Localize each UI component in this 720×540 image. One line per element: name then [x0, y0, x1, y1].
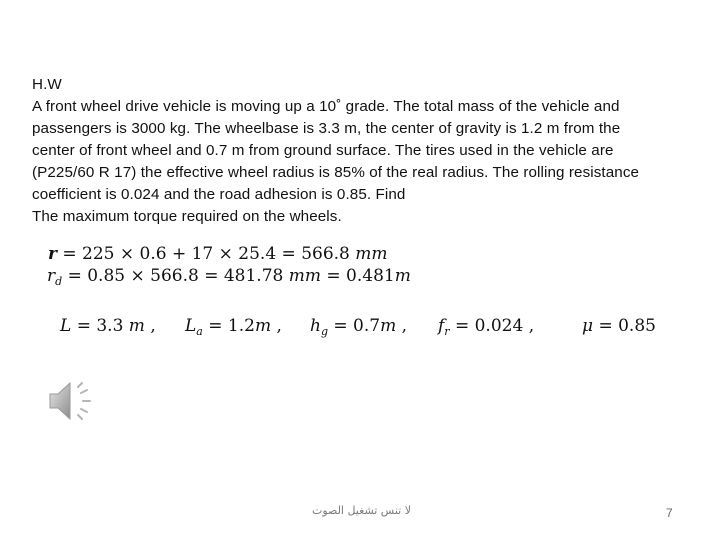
problem-line: passengers is 3000 kg. The wheelbase is 3.3 m, the center of gravity is 1.2 m from the [32, 120, 621, 137]
param-subscript: r [444, 325, 450, 338]
problem-statement [32, 74, 702, 228]
param-unit: m [254, 316, 272, 336]
param-cg-height [310, 316, 407, 338]
hw-heading: H.W [32, 76, 62, 93]
effective-radius-subscript: d [55, 275, 63, 288]
effective-radius-converted: = 0.481 [321, 266, 395, 286]
param-value: = 0.024 [449, 316, 524, 336]
param-value: = 0.7 [328, 316, 381, 336]
param-subscript: g [320, 325, 328, 338]
param-rolling-resistance [438, 316, 534, 338]
param-symbol: μ [582, 316, 594, 336]
radius-unit: mm [355, 244, 388, 264]
param-separator: , [523, 316, 535, 336]
effective-radius-symbol: r [47, 266, 56, 286]
problem-line: The maximum torque required on the wheels. [32, 208, 342, 225]
param-separator: , [396, 316, 408, 336]
problem-line: center of front wheel and 0.7 m from ground surface. The tires used in the vehicle are [32, 142, 614, 159]
param-value: = 0.85 [593, 316, 656, 336]
speaker-icon[interactable] [48, 378, 100, 424]
param-wheelbase [60, 316, 156, 336]
param-symbol: L [185, 316, 197, 336]
page-number: 7 [666, 506, 673, 520]
effective-radius-unit-mm: mm [288, 266, 321, 286]
param-subscript: a [196, 325, 203, 338]
problem-line: (P225/60 R 17) the effective wheel radius is 85% of the real radius. The rolling resistance [32, 164, 640, 181]
param-symbol: L [60, 316, 72, 336]
param-separator: , [271, 316, 282, 336]
param-cg-distance [185, 316, 282, 338]
radius-equation [48, 244, 388, 264]
problem-line: A front wheel drive vehicle is moving up a 10˚ grade. The total mass of the vehicle and [32, 98, 620, 115]
problem-line: coefficient is 0.024 and the road adhesion is 0.85. Find [32, 186, 406, 203]
param-symbol: h [310, 316, 321, 336]
radius-symbol: r [48, 244, 57, 264]
param-separator: , [144, 316, 156, 336]
param-unit: m [380, 316, 397, 336]
effective-radius-expression: = 0.85 × 566.8 = 481.78 [62, 266, 289, 286]
effective-radius-equation [47, 266, 411, 288]
radius-expression: = 225 × 0.6 + 17 × 25.4 = 566.8 [56, 244, 356, 264]
audio-reminder: لا تنس تشغيل الصوت [312, 504, 411, 517]
param-value: = 1.2 [202, 316, 255, 336]
param-symbol: f [438, 316, 445, 336]
param-value: = 3.3 [71, 316, 129, 336]
effective-radius-unit-m: m [394, 266, 411, 286]
param-road-adhesion [582, 316, 656, 336]
param-unit: m [128, 316, 145, 336]
